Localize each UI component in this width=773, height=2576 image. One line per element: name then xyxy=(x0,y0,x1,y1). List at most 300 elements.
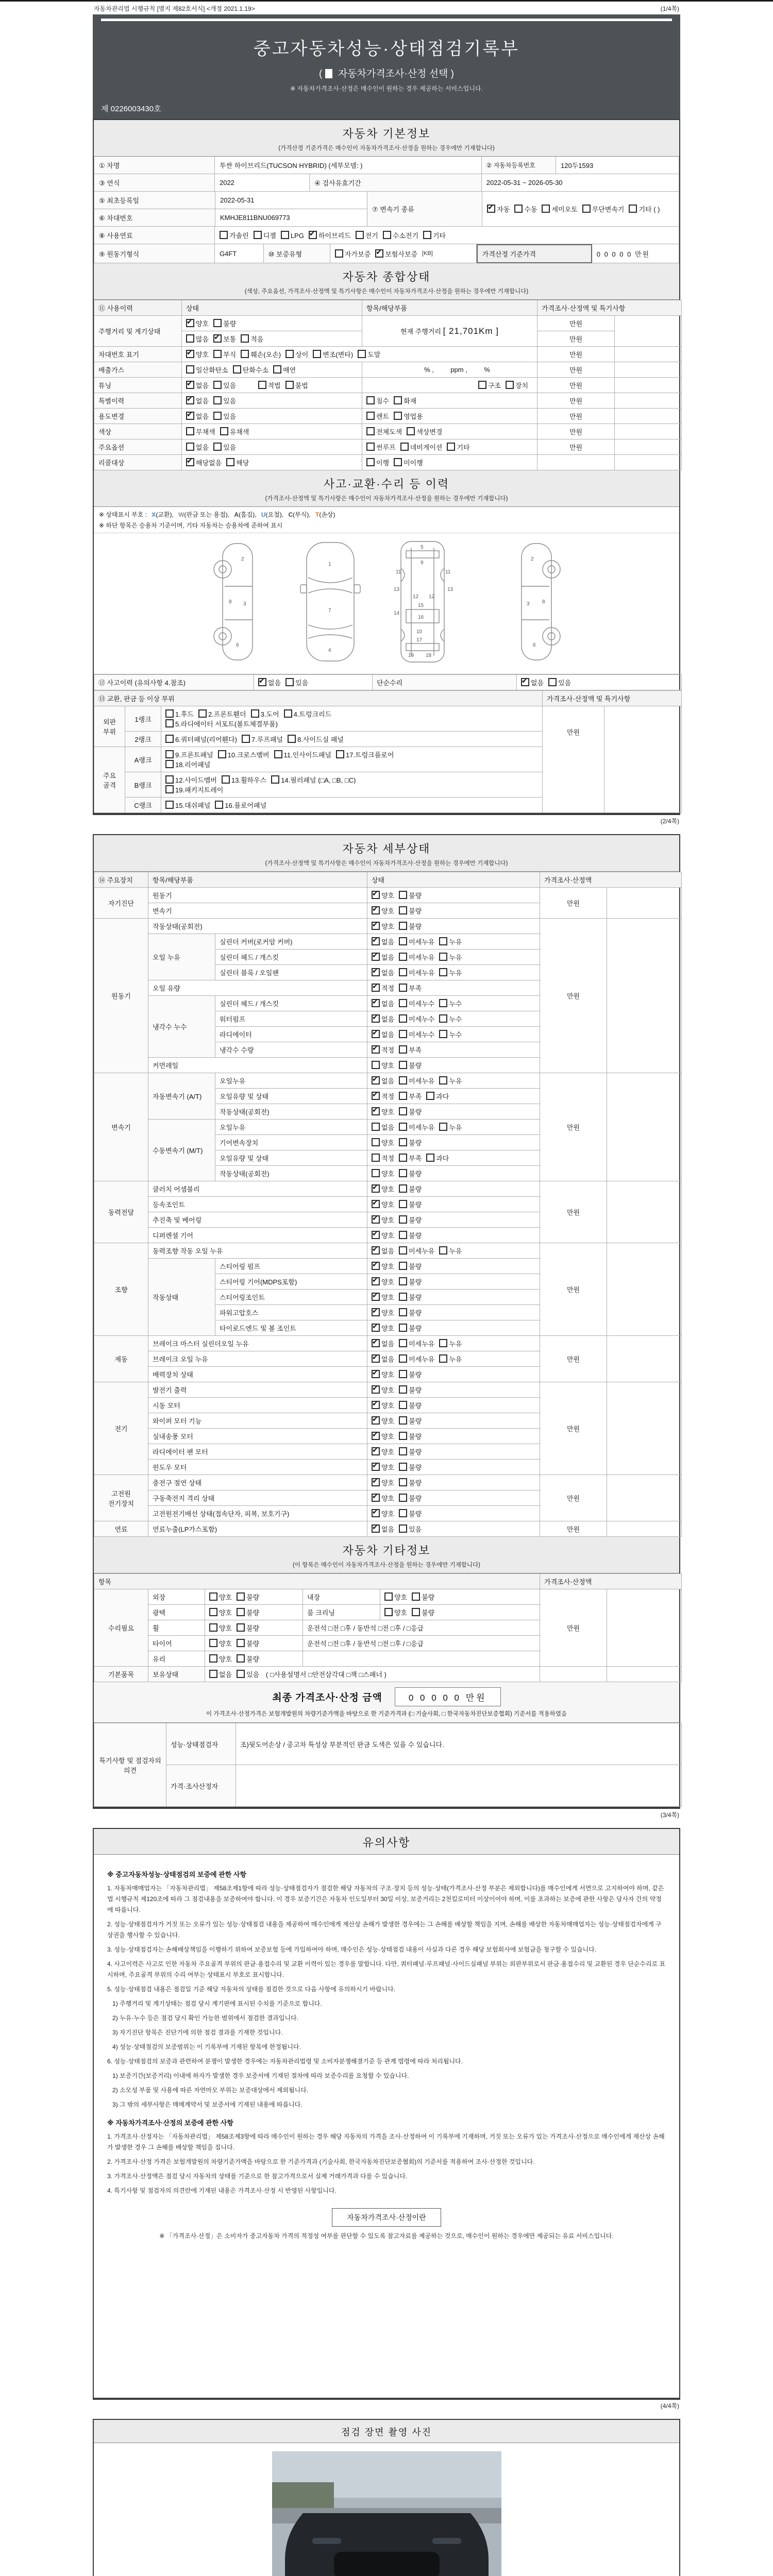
unchecked-box-icon[interactable] xyxy=(372,1123,380,1131)
unchecked-box-icon[interactable] xyxy=(399,1231,407,1239)
checkbox-option[interactable] xyxy=(447,442,469,452)
checked-box-icon[interactable] xyxy=(372,1385,380,1394)
unchecked-box-icon[interactable] xyxy=(313,350,321,358)
unchecked-box-icon[interactable] xyxy=(447,443,455,451)
checkbox-option[interactable] xyxy=(372,890,394,900)
checkbox-option[interactable] xyxy=(336,750,394,759)
unchecked-box-icon[interactable] xyxy=(399,1076,407,1084)
checkbox-option[interactable] xyxy=(372,983,394,993)
checkbox-option[interactable] xyxy=(399,1060,422,1070)
checkbox-option[interactable] xyxy=(399,1014,434,1024)
unchecked-box-icon[interactable] xyxy=(399,1463,407,1471)
checked-box-icon[interactable] xyxy=(372,1524,380,1533)
checkbox-option[interactable] xyxy=(372,1308,394,1317)
unchecked-box-icon[interactable] xyxy=(284,709,292,718)
checkbox-option[interactable] xyxy=(237,1654,259,1664)
checkbox-option[interactable] xyxy=(372,1029,394,1039)
unchecked-box-icon[interactable] xyxy=(383,231,391,239)
checkbox-option[interactable] xyxy=(209,1654,232,1664)
checked-box-icon[interactable] xyxy=(372,922,380,930)
checkbox-option[interactable] xyxy=(439,1029,462,1039)
checkbox-option[interactable] xyxy=(372,1045,394,1055)
checkbox-option[interactable] xyxy=(412,1592,434,1602)
checkbox-option[interactable] xyxy=(399,890,422,900)
checked-box-icon[interactable] xyxy=(186,458,194,466)
checkbox-option[interactable] xyxy=(366,411,389,421)
unchecked-box-icon[interactable] xyxy=(271,775,279,784)
unchecked-box-icon[interactable] xyxy=(399,1370,407,1378)
checkbox-option[interactable] xyxy=(399,968,434,977)
checkbox-option[interactable] xyxy=(399,1416,422,1426)
checkbox-option[interactable] xyxy=(213,318,236,328)
unchecked-box-icon[interactable] xyxy=(399,1385,407,1394)
checkbox-option[interactable] xyxy=(209,1607,232,1617)
unchecked-box-icon[interactable] xyxy=(372,1061,380,1069)
checkbox-option[interactable] xyxy=(186,318,209,328)
unchecked-box-icon[interactable] xyxy=(237,1654,245,1663)
checkbox-option[interactable] xyxy=(198,709,246,719)
checkbox-option[interactable] xyxy=(372,1478,394,1487)
unchecked-box-icon[interactable] xyxy=(399,984,407,992)
checkbox-option[interactable] xyxy=(372,906,394,916)
checkbox-option[interactable] xyxy=(439,937,462,946)
checked-box-icon[interactable] xyxy=(372,1339,380,1347)
checkbox-option[interactable] xyxy=(372,1509,394,1518)
unchecked-box-icon[interactable] xyxy=(399,1277,407,1285)
unchecked-box-icon[interactable] xyxy=(399,937,407,945)
checkbox-option[interactable] xyxy=(394,411,423,421)
checkbox-option[interactable] xyxy=(399,1385,422,1395)
checkbox-option[interactable] xyxy=(399,1029,434,1039)
unchecked-box-icon[interactable] xyxy=(439,1014,447,1023)
checked-box-icon[interactable] xyxy=(372,1215,380,1224)
checkbox-option[interactable] xyxy=(399,1447,422,1456)
unchecked-box-icon[interactable] xyxy=(582,205,591,213)
checkbox-option[interactable] xyxy=(372,1199,394,1209)
unchecked-box-icon[interactable] xyxy=(439,1339,447,1347)
unchecked-box-icon[interactable] xyxy=(394,396,402,404)
checked-box-icon[interactable] xyxy=(372,1262,380,1270)
unchecked-box-icon[interactable] xyxy=(233,365,241,374)
unchecked-box-icon[interactable] xyxy=(506,381,514,389)
unchecked-box-icon[interactable] xyxy=(412,1608,420,1616)
checkbox-option[interactable] xyxy=(372,998,394,1008)
checkbox-option[interactable] xyxy=(251,709,279,719)
checkbox-option[interactable] xyxy=(372,1400,394,1410)
checkbox-option[interactable] xyxy=(258,380,281,390)
checkbox-option[interactable] xyxy=(372,1292,394,1302)
unchecked-box-icon[interactable] xyxy=(372,1154,380,1162)
unchecked-box-icon[interactable] xyxy=(186,334,194,343)
unchecked-box-icon[interactable] xyxy=(366,427,375,435)
unchecked-box-icon[interactable] xyxy=(399,1509,407,1517)
unchecked-box-icon[interactable] xyxy=(399,1339,407,1347)
checkbox-option[interactable] xyxy=(309,230,351,240)
checkbox-option[interactable] xyxy=(215,800,266,810)
checkbox-option[interactable] xyxy=(384,1607,407,1617)
checkbox-option[interactable] xyxy=(258,677,281,687)
checkbox-option[interactable] xyxy=(186,380,209,390)
checked-box-icon[interactable] xyxy=(372,999,380,1007)
checked-box-icon[interactable] xyxy=(372,1092,380,1100)
checkbox-option[interactable] xyxy=(372,1493,394,1503)
unchecked-box-icon[interactable] xyxy=(394,458,402,466)
checkbox-option[interactable] xyxy=(439,1014,462,1024)
checkbox-option[interactable] xyxy=(218,750,270,759)
checkbox-option[interactable] xyxy=(358,349,380,359)
unchecked-box-icon[interactable] xyxy=(186,427,194,435)
checked-box-icon[interactable] xyxy=(372,1076,380,1084)
unchecked-box-icon[interactable] xyxy=(186,443,194,451)
checked-box-icon[interactable] xyxy=(213,334,222,343)
unchecked-box-icon[interactable] xyxy=(399,953,407,961)
unchecked-box-icon[interactable] xyxy=(439,968,447,976)
unchecked-box-icon[interactable] xyxy=(285,381,294,389)
checkbox-option[interactable] xyxy=(285,380,308,390)
checkbox-option[interactable] xyxy=(372,1076,394,1086)
checkbox-option[interactable] xyxy=(242,734,283,744)
unchecked-box-icon[interactable] xyxy=(237,1639,245,1647)
unchecked-box-icon[interactable] xyxy=(399,922,407,930)
checkbox-option[interactable] xyxy=(186,334,209,344)
unchecked-box-icon[interactable] xyxy=(237,1592,245,1601)
unchecked-box-icon[interactable] xyxy=(399,1030,407,1038)
checkbox-option[interactable] xyxy=(372,1447,394,1456)
unchecked-box-icon[interactable] xyxy=(399,1324,407,1332)
checkbox-option[interactable] xyxy=(274,750,331,759)
checkbox-option[interactable] xyxy=(165,734,237,744)
checkbox-option[interactable] xyxy=(165,719,278,728)
unchecked-box-icon[interactable] xyxy=(439,1030,447,1038)
checkbox-option[interactable] xyxy=(399,921,422,931)
checkbox-option[interactable] xyxy=(186,365,228,375)
unchecked-box-icon[interactable] xyxy=(366,396,375,404)
checkbox-option[interactable] xyxy=(220,230,249,240)
checked-box-icon[interactable] xyxy=(372,1447,380,1455)
checked-box-icon[interactable] xyxy=(372,1200,380,1208)
checkbox-option[interactable] xyxy=(209,1669,232,1679)
unchecked-box-icon[interactable] xyxy=(241,350,249,358)
checkbox-option[interactable] xyxy=(233,365,268,375)
checkbox-option[interactable] xyxy=(399,952,434,962)
checkbox-option[interactable] xyxy=(271,775,356,785)
unchecked-box-icon[interactable] xyxy=(400,443,409,451)
checkbox-option[interactable] xyxy=(399,906,422,916)
checkbox-option[interactable] xyxy=(186,411,209,421)
checkbox-option[interactable] xyxy=(399,1184,422,1194)
unchecked-box-icon[interactable] xyxy=(394,412,402,420)
checkbox-option[interactable] xyxy=(399,1045,422,1055)
checked-box-icon[interactable] xyxy=(372,1246,380,1255)
unchecked-box-icon[interactable] xyxy=(220,427,228,435)
unchecked-box-icon[interactable] xyxy=(478,381,486,389)
checked-box-icon[interactable] xyxy=(372,1432,380,1440)
checkbox-option[interactable] xyxy=(165,750,213,759)
unchecked-box-icon[interactable] xyxy=(399,1478,407,1486)
checkbox-option[interactable] xyxy=(439,1338,462,1348)
checked-box-icon[interactable] xyxy=(372,937,380,945)
checked-box-icon[interactable] xyxy=(487,205,495,213)
checked-box-icon[interactable] xyxy=(375,249,383,258)
checkbox-option[interactable] xyxy=(237,1607,259,1617)
checkbox-option[interactable] xyxy=(548,677,571,687)
unchecked-box-icon[interactable] xyxy=(399,1447,407,1455)
unchecked-box-icon[interactable] xyxy=(399,1169,407,1177)
unchecked-box-icon[interactable] xyxy=(399,1401,407,1409)
checkbox-option[interactable] xyxy=(399,1431,422,1441)
unchecked-box-icon[interactable] xyxy=(281,231,289,239)
checkbox-option[interactable] xyxy=(372,1168,394,1178)
unchecked-box-icon[interactable] xyxy=(439,1354,447,1363)
unchecked-box-icon[interactable] xyxy=(258,381,266,389)
checked-box-icon[interactable] xyxy=(372,1308,380,1316)
checkbox-option[interactable] xyxy=(285,677,308,687)
unchecked-box-icon[interactable] xyxy=(399,1184,407,1193)
checkbox-filled-icon[interactable] xyxy=(325,69,332,78)
unchecked-box-icon[interactable] xyxy=(220,231,228,239)
checkbox-option[interactable] xyxy=(222,775,266,785)
unchecked-box-icon[interactable] xyxy=(366,443,375,451)
checkbox-option[interactable] xyxy=(383,230,418,240)
checkbox-option[interactable] xyxy=(399,1308,422,1317)
unchecked-box-icon[interactable] xyxy=(399,1200,407,1208)
checkbox-option[interactable] xyxy=(372,1354,394,1364)
unchecked-box-icon[interactable] xyxy=(242,735,250,743)
checkbox-option[interactable] xyxy=(372,1338,394,1348)
checked-box-icon[interactable] xyxy=(372,891,380,899)
checked-box-icon[interactable] xyxy=(372,1030,380,1038)
unchecked-box-icon[interactable] xyxy=(213,443,222,451)
checked-box-icon[interactable] xyxy=(372,968,380,976)
checked-box-icon[interactable] xyxy=(372,1014,380,1023)
unchecked-box-icon[interactable] xyxy=(251,709,259,718)
checkbox-option[interactable] xyxy=(394,457,423,467)
checkbox-option[interactable] xyxy=(284,709,332,719)
unchecked-box-icon[interactable] xyxy=(399,1432,407,1440)
unchecked-box-icon[interactable] xyxy=(198,709,207,718)
unchecked-box-icon[interactable] xyxy=(237,1623,245,1632)
checkbox-option[interactable] xyxy=(372,1462,394,1472)
checkbox-option[interactable] xyxy=(241,349,281,359)
checked-box-icon[interactable] xyxy=(372,1401,380,1409)
unchecked-box-icon[interactable] xyxy=(273,365,281,374)
checkbox-option[interactable] xyxy=(213,411,236,421)
checkbox-option[interactable] xyxy=(372,1277,394,1286)
checkbox-option[interactable] xyxy=(399,1369,422,1379)
checkbox-option[interactable] xyxy=(399,1107,422,1116)
unchecked-box-icon[interactable] xyxy=(399,1154,407,1162)
checkbox-option[interactable] xyxy=(521,677,544,687)
checkbox-option[interactable] xyxy=(372,1060,394,1070)
checkbox-option[interactable] xyxy=(220,427,249,436)
checkbox-option[interactable] xyxy=(399,1478,422,1487)
checkbox-option[interactable] xyxy=(372,1138,394,1147)
unchecked-box-icon[interactable] xyxy=(399,1045,407,1054)
checkbox-option[interactable] xyxy=(372,1153,394,1163)
checkbox-option[interactable] xyxy=(629,204,660,214)
unchecked-box-icon[interactable] xyxy=(399,1308,407,1316)
unchecked-box-icon[interactable] xyxy=(215,801,223,809)
checked-box-icon[interactable] xyxy=(372,1354,380,1363)
checkbox-option[interactable] xyxy=(399,937,434,946)
checkbox-option[interactable] xyxy=(372,1091,394,1101)
checkbox-option[interactable] xyxy=(478,380,501,390)
checkbox-option[interactable] xyxy=(399,1230,422,1240)
checkbox-option[interactable] xyxy=(288,734,344,744)
checkbox-option[interactable] xyxy=(213,349,236,359)
checkbox-option[interactable] xyxy=(366,457,389,467)
checkbox-option[interactable] xyxy=(372,1184,394,1194)
checkbox-option[interactable] xyxy=(186,457,222,467)
checkbox-option[interactable] xyxy=(241,334,263,344)
checkbox-option[interactable] xyxy=(186,396,209,405)
unchecked-box-icon[interactable] xyxy=(165,775,174,784)
unchecked-box-icon[interactable] xyxy=(237,1670,245,1678)
checkbox-option[interactable] xyxy=(335,249,371,259)
checked-box-icon[interactable] xyxy=(372,1293,380,1301)
unchecked-box-icon[interactable] xyxy=(213,319,222,327)
unchecked-box-icon[interactable] xyxy=(165,760,174,768)
unchecked-box-icon[interactable] xyxy=(399,891,407,899)
checkbox-option[interactable] xyxy=(372,968,394,977)
unchecked-box-icon[interactable] xyxy=(335,249,343,258)
checkbox-option[interactable] xyxy=(165,785,223,794)
checkbox-option[interactable] xyxy=(273,365,296,375)
unchecked-box-icon[interactable] xyxy=(366,412,375,420)
checked-box-icon[interactable] xyxy=(372,1463,380,1471)
unchecked-box-icon[interactable] xyxy=(213,350,222,358)
checkbox-option[interactable] xyxy=(372,1230,394,1240)
checkbox-option[interactable] xyxy=(375,249,417,259)
unchecked-box-icon[interactable] xyxy=(548,678,557,686)
checkbox-option[interactable] xyxy=(399,1246,434,1256)
checkbox-option[interactable] xyxy=(366,442,396,452)
unchecked-box-icon[interactable] xyxy=(399,1354,407,1363)
unchecked-box-icon[interactable] xyxy=(372,1138,380,1146)
unchecked-box-icon[interactable] xyxy=(439,953,447,961)
checked-box-icon[interactable] xyxy=(309,231,317,239)
checkbox-option[interactable] xyxy=(384,1592,407,1602)
checkbox-option[interactable] xyxy=(213,396,236,405)
unchecked-box-icon[interactable] xyxy=(384,1608,393,1616)
checkbox-option[interactable] xyxy=(439,1354,462,1364)
checkbox-option[interactable] xyxy=(213,334,236,344)
unchecked-box-icon[interactable] xyxy=(629,205,637,213)
checkbox-option[interactable] xyxy=(372,1431,394,1441)
checkbox-option[interactable] xyxy=(423,230,446,240)
checkbox-option[interactable] xyxy=(399,1493,422,1503)
checkbox-option[interactable] xyxy=(399,1168,422,1178)
checkbox-option[interactable] xyxy=(372,1323,394,1333)
unchecked-box-icon[interactable] xyxy=(426,1092,434,1100)
unchecked-box-icon[interactable] xyxy=(209,1654,217,1663)
checked-box-icon[interactable] xyxy=(372,1478,380,1486)
unchecked-box-icon[interactable] xyxy=(165,801,174,809)
checkbox-option[interactable] xyxy=(439,1122,462,1132)
unchecked-box-icon[interactable] xyxy=(439,937,447,945)
checked-box-icon[interactable] xyxy=(372,1416,380,1425)
unchecked-box-icon[interactable] xyxy=(439,1123,447,1131)
checkbox-option[interactable] xyxy=(399,1122,434,1132)
checked-box-icon[interactable] xyxy=(186,412,194,420)
checkbox-option[interactable] xyxy=(439,1076,462,1086)
unchecked-box-icon[interactable] xyxy=(399,999,407,1007)
checkbox-option[interactable] xyxy=(213,442,236,452)
unchecked-box-icon[interactable] xyxy=(209,1670,217,1678)
checkbox-option[interactable] xyxy=(426,1153,449,1163)
checked-box-icon[interactable] xyxy=(372,1107,380,1115)
unchecked-box-icon[interactable] xyxy=(209,1623,217,1632)
checked-box-icon[interactable] xyxy=(372,1184,380,1193)
checkbox-option[interactable] xyxy=(372,952,394,962)
unchecked-box-icon[interactable] xyxy=(399,1494,407,1502)
checkbox-option[interactable] xyxy=(399,1323,422,1333)
checkbox-option[interactable] xyxy=(237,1638,259,1648)
checkbox-option[interactable] xyxy=(399,1215,422,1225)
checkbox-option[interactable] xyxy=(372,1122,394,1132)
unchecked-box-icon[interactable] xyxy=(407,427,415,435)
unchecked-box-icon[interactable] xyxy=(423,231,431,239)
checkbox-option[interactable] xyxy=(372,1369,394,1379)
checkbox-option[interactable] xyxy=(412,1607,434,1617)
checkbox-option[interactable] xyxy=(439,952,462,962)
unchecked-box-icon[interactable] xyxy=(186,365,194,374)
checked-box-icon[interactable] xyxy=(372,1494,380,1502)
unchecked-box-icon[interactable] xyxy=(399,1107,407,1115)
unchecked-box-icon[interactable] xyxy=(399,1138,407,1146)
checkbox-option[interactable] xyxy=(366,396,389,405)
checkbox-option[interactable] xyxy=(487,204,510,214)
unchecked-box-icon[interactable] xyxy=(274,750,282,758)
checkbox-option[interactable] xyxy=(399,1509,422,1518)
checkbox-option[interactable] xyxy=(226,457,249,467)
unchecked-box-icon[interactable] xyxy=(209,1592,217,1601)
unchecked-box-icon[interactable] xyxy=(366,458,375,466)
checkbox-option[interactable] xyxy=(506,380,528,390)
unchecked-box-icon[interactable] xyxy=(426,1154,434,1162)
checkbox-option[interactable] xyxy=(372,1014,394,1024)
checkbox-option[interactable] xyxy=(399,1091,422,1101)
checkbox-option[interactable] xyxy=(372,1215,394,1225)
checkbox-option[interactable] xyxy=(399,998,434,1008)
checkbox-option[interactable] xyxy=(213,380,236,390)
checkbox-option[interactable] xyxy=(165,759,210,769)
checkbox-option[interactable] xyxy=(399,1076,434,1086)
checkbox-option[interactable] xyxy=(209,1623,232,1633)
checkbox-option[interactable] xyxy=(407,427,442,436)
checkbox-option[interactable] xyxy=(372,1261,394,1271)
unchecked-box-icon[interactable] xyxy=(165,719,174,727)
checkbox-option[interactable] xyxy=(254,230,276,240)
checkbox-option[interactable] xyxy=(209,1638,232,1648)
unchecked-box-icon[interactable] xyxy=(165,785,174,793)
checkbox-option[interactable] xyxy=(186,442,209,452)
unchecked-box-icon[interactable] xyxy=(399,1123,407,1131)
checked-box-icon[interactable] xyxy=(372,1277,380,1285)
checkbox-option[interactable] xyxy=(542,204,577,214)
checkbox-option[interactable] xyxy=(372,1246,394,1256)
checked-box-icon[interactable] xyxy=(372,984,380,992)
checked-box-icon[interactable] xyxy=(186,350,194,358)
unchecked-box-icon[interactable] xyxy=(399,906,407,914)
checkbox-option[interactable] xyxy=(514,204,537,214)
checkbox-option[interactable] xyxy=(237,1623,259,1633)
unchecked-box-icon[interactable] xyxy=(285,678,294,686)
checkbox-option[interactable] xyxy=(439,968,462,977)
checkbox-option[interactable] xyxy=(165,709,194,719)
unchecked-box-icon[interactable] xyxy=(254,231,262,239)
unchecked-box-icon[interactable] xyxy=(165,709,174,718)
